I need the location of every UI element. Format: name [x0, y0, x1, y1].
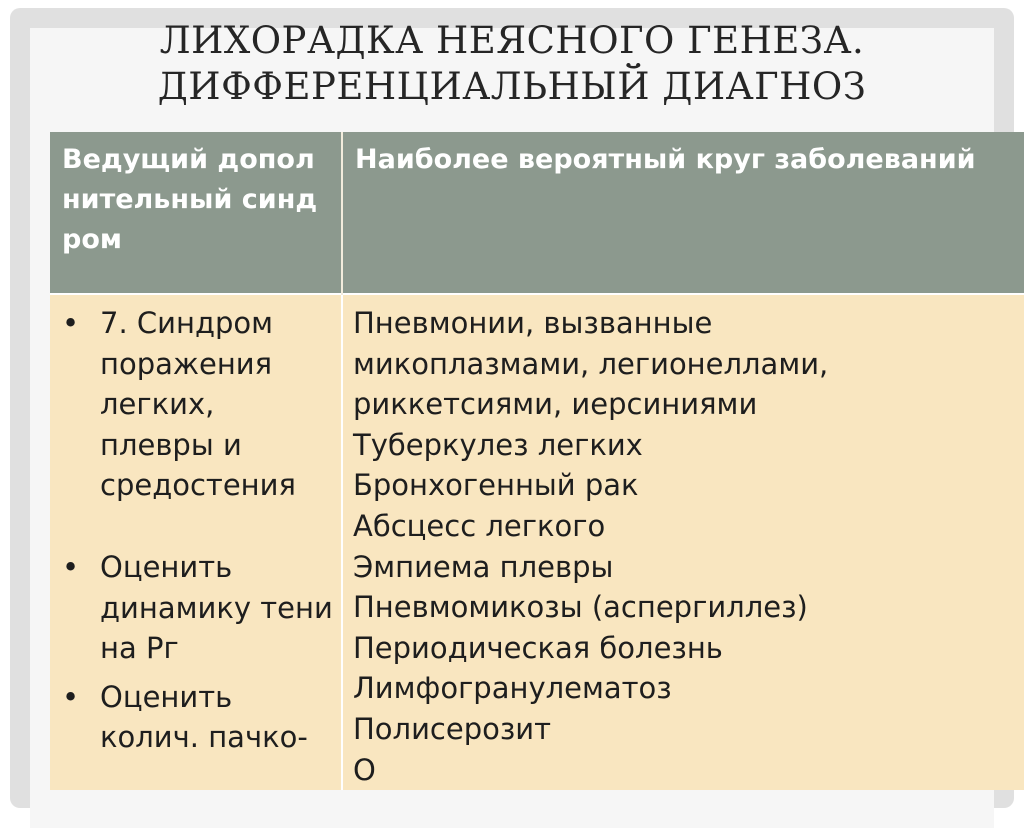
bullet-icon: •: [62, 679, 80, 714]
disease-line: Полисерозит: [353, 711, 552, 746]
disease-line: Лимфогранулематоз: [353, 671, 672, 706]
header-leading-syndrome: Ведущий дополнительный синдром: [50, 132, 342, 294]
title-line-1: ЛИХОРАДКА НЕЯСНОГО ГЕНЕЗА.: [159, 19, 865, 62]
disease-line: Периодическая болезнь: [353, 630, 723, 665]
bullet-text: 7. Синдром поражения легких, плевры и средостения: [100, 306, 296, 503]
disease-line: О: [353, 752, 376, 787]
disease-line: риккетсиями, иерсиниями: [353, 387, 758, 422]
diseases-cell: [342, 294, 1024, 790]
slide-title: [40, 18, 984, 110]
bullet-text: Оценить колич. пачко-: [100, 679, 308, 755]
title-line-2: ДИФФЕРЕНЦИАЛЬНЫЙ ДИАГНОЗ: [157, 65, 867, 108]
list-item: [62, 677, 337, 758]
list-item: [62, 303, 337, 506]
disease-line: Туберкулез легких: [353, 427, 643, 462]
table-row: [50, 294, 1024, 790]
disease-line: Абсцесс легкого: [353, 508, 606, 543]
syndrome-list: [62, 303, 337, 758]
disease-line: Пневмомикозы (аспергиллез): [353, 590, 808, 625]
syndrome-cell: [50, 294, 342, 790]
disease-line: Бронхогенный рак: [353, 468, 639, 503]
bullet-icon: •: [62, 306, 80, 340]
header-likely-diseases: Наиболее вероятный круг заболеваний: [342, 132, 1024, 294]
bullet-text: Оценить динамику тени на Рг: [100, 549, 333, 666]
disease-line: микоплазмами, легионеллами,: [353, 346, 829, 381]
list-item: [62, 547, 337, 669]
bullet-icon: •: [62, 549, 80, 584]
differential-diagnosis-table: [50, 132, 1024, 790]
table-header-row: [50, 132, 1024, 294]
disease-line: Пневмонии, вызванные: [353, 306, 713, 340]
disease-line: Эмпиема плевры: [353, 549, 614, 584]
